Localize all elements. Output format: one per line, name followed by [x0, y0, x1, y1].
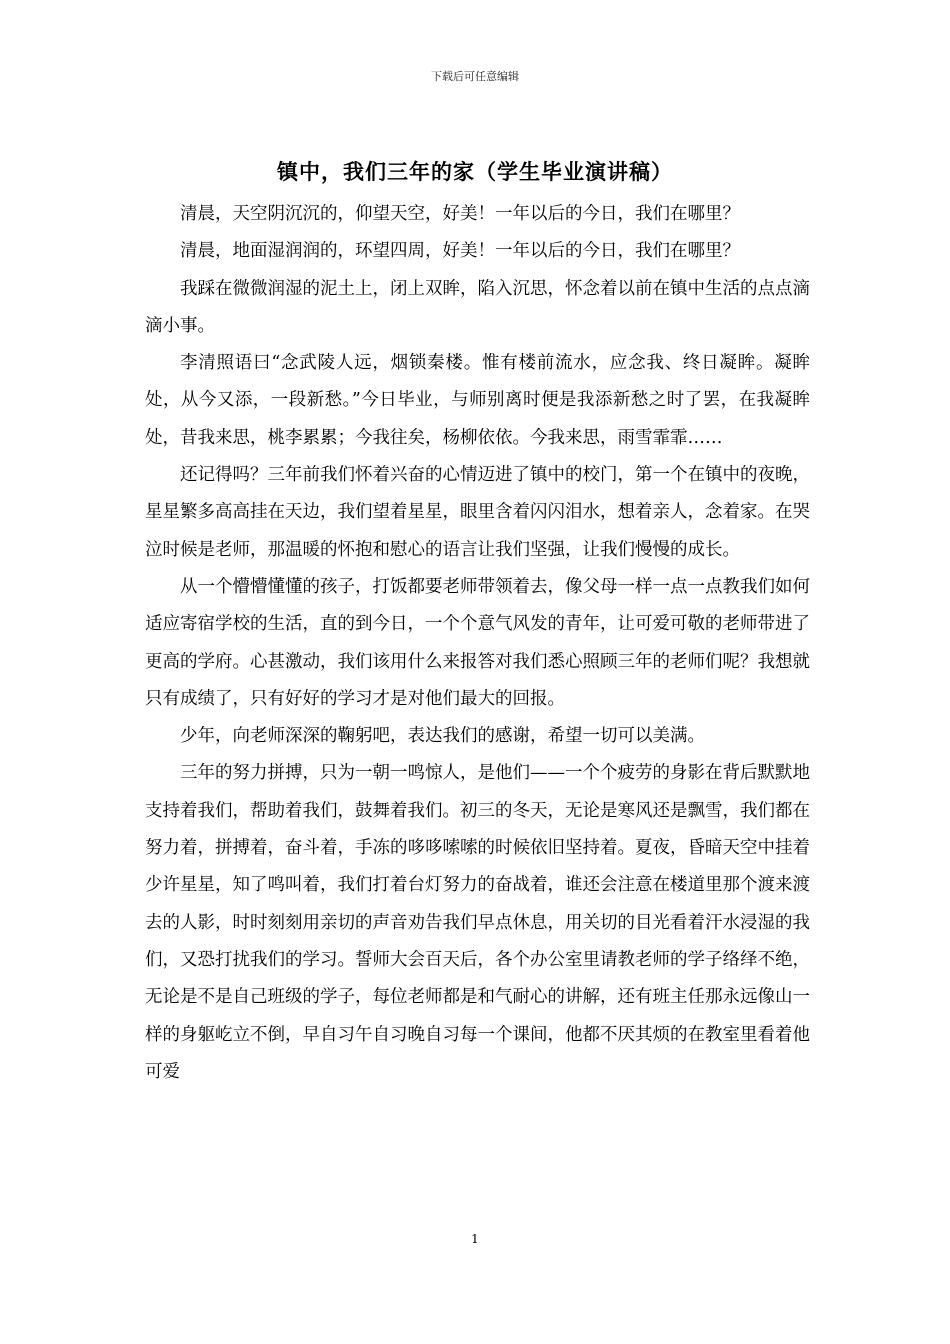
paragraph-7: 少年，向老师深深的鞠躬吧，表达我们的感谢，希望一切可以美满。	[180, 726, 705, 747]
page-header-note: 下载后可任意编辑	[431, 70, 519, 83]
paragraph-8: 三年的努力拼搏，只为一朝一鸣惊人，是他们——一个个疲劳的身影在背后默默地支持着我们，帮助着我们，鼓舞着我们。初三的冬天，无论是寒风还是飘雪，我们都在努力着，拼搏着，奋斗着，手冻的哆哆嗦嗦的时候依旧坚持着。夏夜，昏暗天空中挂着少许星星，知了鸣叫着，我们打着台灯努力的奋战着，谁还会注意在楼道里那个渡来渡去的人影，时时刻刻用亲切的声音劝告我们早点休息，用关切的目光看着汗水浸湿的我们，又恐打扰我们的学习。誓师大会百天后，各个办公室里请教老师的学子络绎不绝，无论是不是自己班级的学子，每位老师都是和气耐心的讲解，还有班主任那永远像山一样的身躯屹立不倒，早自习午自习晚自习每一个课间，他都不厌其烦的在教室里看着他可爱	[145, 763, 810, 1082]
document-title: 镇中，我们三年的家（学生毕业演讲稿）	[277, 159, 673, 184]
document-body	[145, 196, 810, 1091]
page-number: 1	[471, 1232, 479, 1246]
paragraph-5: 还记得吗？三年前我们怀着兴奋的心情迈进了镇中的校门，第一个在镇中的夜晚，星星繁多高高挂在天边，我们望着星星，眼里含着闪闪泪水，想着亲人，念着家。在哭泣时候是老师，那温暖的怀抱和慰心的语言让我们坚强，让我们慢慢的成长。	[145, 465, 810, 560]
paragraph-3: 我踩在微微润湿的泥土上，闭上双眸，陷入沉思，怀念着以前在镇中生活的点点滴滴小事。	[145, 278, 810, 336]
paragraph-2: 清晨，地面湿润润的，环望四周，好美！一年以后的今日，我们在哪里？	[180, 241, 740, 262]
paragraph-1: 清晨，天空阴沉沉的，仰望天空，好美！一年以后的今日，我们在哪里？	[180, 204, 740, 224]
paragraph-6: 从一个懵懵懂懂的孩子，打饭都要老师带领着去，像父母一样一点一点教我们如何适应寄宿学校的生活，直的到今日，一个个意气风发的青年，让可爱可敬的老师带进了更高的学府。心甚激动，我们该用什么来报答对我们悉心照顾三年的老师们呢？我想就只有成绩了，只有好好的学习才是对他们最大的回报。	[145, 576, 810, 709]
paragraph-4: 李清照语曰“念武陵人远，烟锁秦楼。惟有楼前流水，应念我、终日凝眸。凝眸处，从今又添，一段新愁。”今日毕业，与师别离时便是我添新愁之时了罢，在我凝眸处，昔我来思，桃李累累；今我往矣，杨柳依依。今我来思，雨雪霏霏……	[145, 353, 810, 448]
